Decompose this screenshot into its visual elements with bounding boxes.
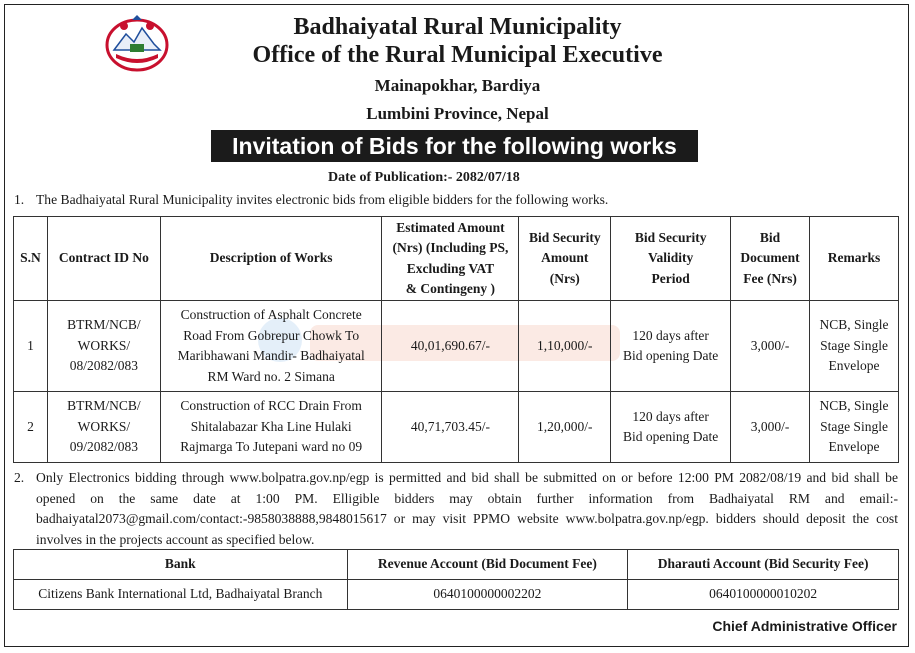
cell-dharauti-account: 0640100000010202 [628,580,899,610]
header-document-fee [731,217,810,301]
cell-line: BTRM/NCB/ [67,398,141,414]
works-table [13,216,899,463]
header-line: Bid [759,229,781,245]
paragraph-text: Only Electronics bidding through www.bolpatra.gov.np/egp is permitted and bid shall be submitted on or before 12:00 PM 2082/08/19 and bid shall be opened on the same date at 1:00 PM. Elligible bidders may obtain further information from Badhaiyatal RM and email:- badhaiyatal2073@gmail.com/contact:-9858038888,9848015617 or may visit PPMO website www.bolpatra.gov.np/egp. bidders should deposit the cost involves in the projects account as specified below. [36,470,898,547]
header-estimated-amount [382,217,519,301]
header-line: Fee (Nrs) [743,270,797,286]
cell-line: Construction of RCC Drain From [180,398,362,414]
cell-bid-security: 1,10,000/- [519,301,611,392]
cell-line: RM Ward no. 2 Simana [207,368,335,384]
cell-line: Stage Single [820,337,888,353]
cell-document-fee: 3,000/- [731,392,810,463]
cell-line: Envelope [828,439,880,455]
cell-line: Rajmarga To Jutepani ward no 09 [180,439,363,455]
table-header-row [14,550,899,580]
header-revenue-account: Revenue Account (Bid Document Fee) [347,550,628,580]
cell-line: Shitalabazar Kha Line Hulaki [190,418,352,434]
address-line: Mainapokhar, Bardiya [374,76,541,95]
bank-accounts-table [13,549,899,610]
cell-line: Bid opening Date [623,429,719,444]
province-line: Lumbini Province, Nepal [366,104,549,123]
cell-line: 08/2082/083 [69,358,139,374]
cell-line: Bid opening Date [623,348,719,363]
cell-line: WORKS/ [77,337,131,353]
cell-line: BTRM/NCB/ [67,317,141,333]
cell-remarks [810,301,899,392]
cell-revenue-account: 0640100000002202 [347,580,628,610]
table-row [14,580,899,610]
header-line: (Nrs) (Including PS, [392,240,509,255]
cell-sn: 2 [14,392,48,463]
header-line: Excluding VAT [406,260,495,276]
cell-estimated-amount: 40,71,703.45/- [382,392,519,463]
cell-document-fee: 3,000/- [731,301,810,392]
cell-line: 120 days after [632,327,709,343]
municipality-name: Badhaiyatal Rural Municipality [293,14,622,40]
header-validity-period [611,217,731,301]
header-bid-security [519,217,611,301]
paragraph-text: The Badhaiyatal Rural Municipality invites electronic bids from eligible bidders for the following works. [36,192,609,207]
office-name: Office of the Rural Municipal Executive [252,42,663,68]
intro-paragraph [14,190,894,211]
header-line: (Nrs) [549,270,580,286]
header-line: Bid Security [634,229,707,245]
header-remarks: Remarks [810,217,899,301]
cell-estimated-amount: 40,01,690.67/- [382,301,519,392]
cell-line: Stage Single [820,418,888,434]
header-line: Validity [648,250,694,266]
header-sn: S.N [14,217,48,301]
paragraph-number: 2. [14,470,25,485]
header-line: Estimated Amount [396,219,505,235]
header-line: Document [740,250,800,266]
header-line: Period [651,270,690,286]
cell-line: NCB, Single [819,317,889,333]
cell-description [160,301,382,392]
cell-validity-period [611,392,731,463]
cell-description [160,392,382,463]
cell-remarks [810,392,899,463]
cell-sn: 1 [14,301,48,392]
cell-line: WORKS/ [77,418,131,434]
table-header-row [14,217,899,301]
header-description: Description of Works [160,217,382,301]
header-dharauti-account: Dharauti Account (Bid Security Fee) [628,550,899,580]
paragraph-number: 1. [14,192,25,207]
cell-line: Envelope [828,358,880,374]
table-row [14,392,899,463]
header-contract-id: Contract ID No [47,217,160,301]
table-row [14,301,899,392]
nepal-emblem-icon [104,14,170,72]
cell-line: Maribhawani Mandir- Badhaiyatal [177,348,365,363]
bidding-instructions-paragraph [14,468,898,550]
cell-bank-name: Citizens Bank International Ltd, Badhaiyatal Branch [14,580,348,610]
header-bank: Bank [14,550,348,580]
header-line: Amount [541,250,589,266]
cell-contract-id [47,392,160,463]
cell-validity-period [611,301,731,392]
cell-bid-security: 1,20,000/- [519,392,611,463]
cell-line: Construction of Asphalt Concrete [180,307,362,322]
header-line: Bid Security [528,229,601,245]
cell-line: 120 days after [632,408,709,424]
publication-date: Date of Publication:- 2082/07/18 [328,170,520,185]
header-line: & Contingeny ) [405,281,496,296]
cell-line: 09/2082/083 [69,439,139,455]
notice-title-banner: Invitation of Bids for the following works [211,130,698,162]
cell-line: NCB, Single [819,398,889,414]
signatory-title: Chief Administrative Officer [712,618,897,634]
cell-line: Road From Gobrepur Chowk To [183,327,360,343]
cell-contract-id [47,301,160,392]
